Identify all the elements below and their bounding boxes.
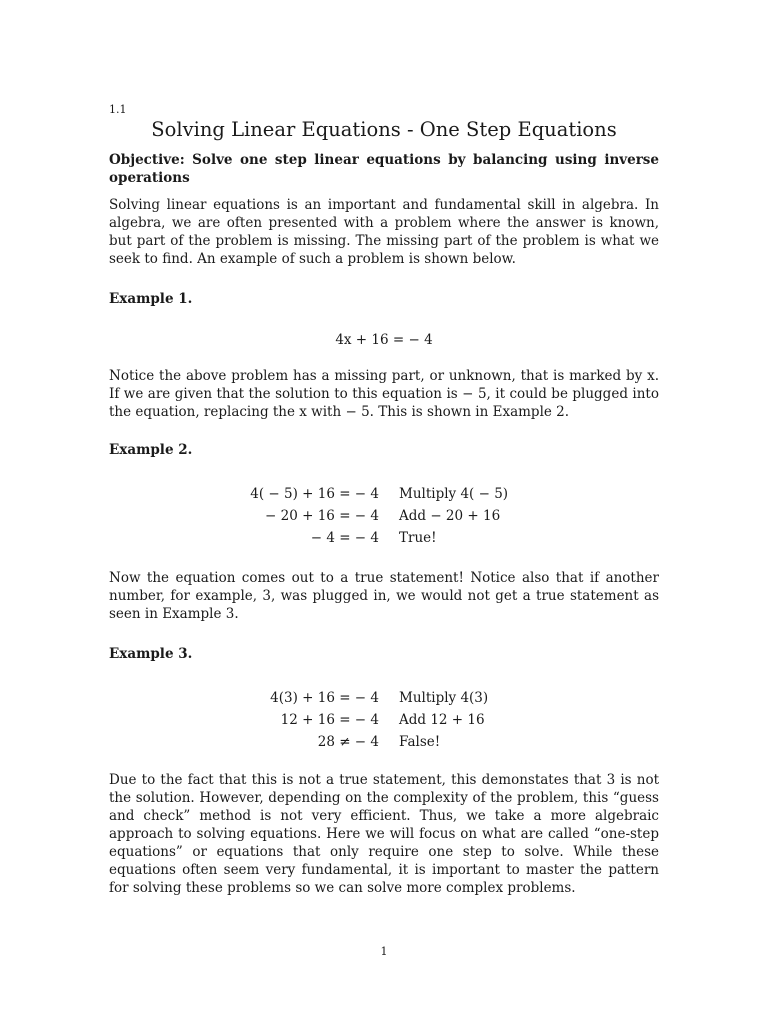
equation-note: False! [399,734,441,750]
equation-row [109,712,659,734]
equation-note: Multiply 4(3) [399,690,489,706]
example-1-label: Example 1. [109,291,193,307]
conclusion-paragraph: Due to the fact that this is not a true statement, this demonstates that 3 is not the solution. However, depending on the complexity of the problem, this “guess and check” method is not very efficient. Thus, we take a more algebraic approach to solving equations. Here we will focus on what are called “one-step equations” or equations that only require one step to solve. While these equations often seem very fundamental, it is important to master the pattern for solving these problems so we can solve more complex problems. [109,772,659,896]
example-3-equations [109,690,659,756]
equation-note: True! [399,530,437,546]
intro-paragraph: Solving linear equations is an important and fundamental skill in algebra. In algebra, we are often presented with a problem where the answer is known, but part of the problem is missing. The missing part of the problem is what we seek to find. An example of such a problem is shown below. [109,197,659,267]
true-statement-paragraph: Now the equation comes out to a true statement! Notice also that if another number, for example, 3, was plugged in, we would not get a true statement as seen in Example 3. [109,570,659,622]
equation-row [109,734,659,756]
equation-lhs: 4( − 5) + 16 = − 4 [250,486,379,502]
equation-lhs: 12 + 16 = − 4 [280,712,379,728]
equation-lhs: − 20 + 16 = − 4 [265,508,379,524]
section-number: 1.1 [109,103,127,116]
equation-note: Multiply 4( − 5) [399,486,509,502]
equation-row [109,508,659,530]
page-number: 1 [380,945,388,958]
example-1-equation: 4x + 16 = − 4 [335,332,433,348]
equation-row [109,530,659,552]
example-2-equations [109,486,659,552]
example-3-label: Example 3. [109,646,193,662]
equation-row [109,690,659,712]
equation-note: Add − 20 + 16 [399,508,501,524]
explanation-paragraph: Notice the above problem has a missing part, or unknown, that is marked by x. If we are given that the solution to this equation is − 5, it could be plugged into the equation, replacing the x with − 5. This is shown in Example 2. [109,368,659,420]
example-2-label: Example 2. [109,442,193,458]
objective-statement: Objective: Solve one step linear equations by balancing using inverse operations [109,152,659,186]
equation-lhs: 4(3) + 16 = − 4 [270,690,379,706]
page-title: Solving Linear Equations - One Step Equations [151,118,617,141]
equation-row [109,486,659,508]
equation-note: Add 12 + 16 [399,712,485,728]
equation-lhs: − 4 = − 4 [310,530,379,546]
equation-lhs: 28 ≠ − 4 [317,734,379,750]
